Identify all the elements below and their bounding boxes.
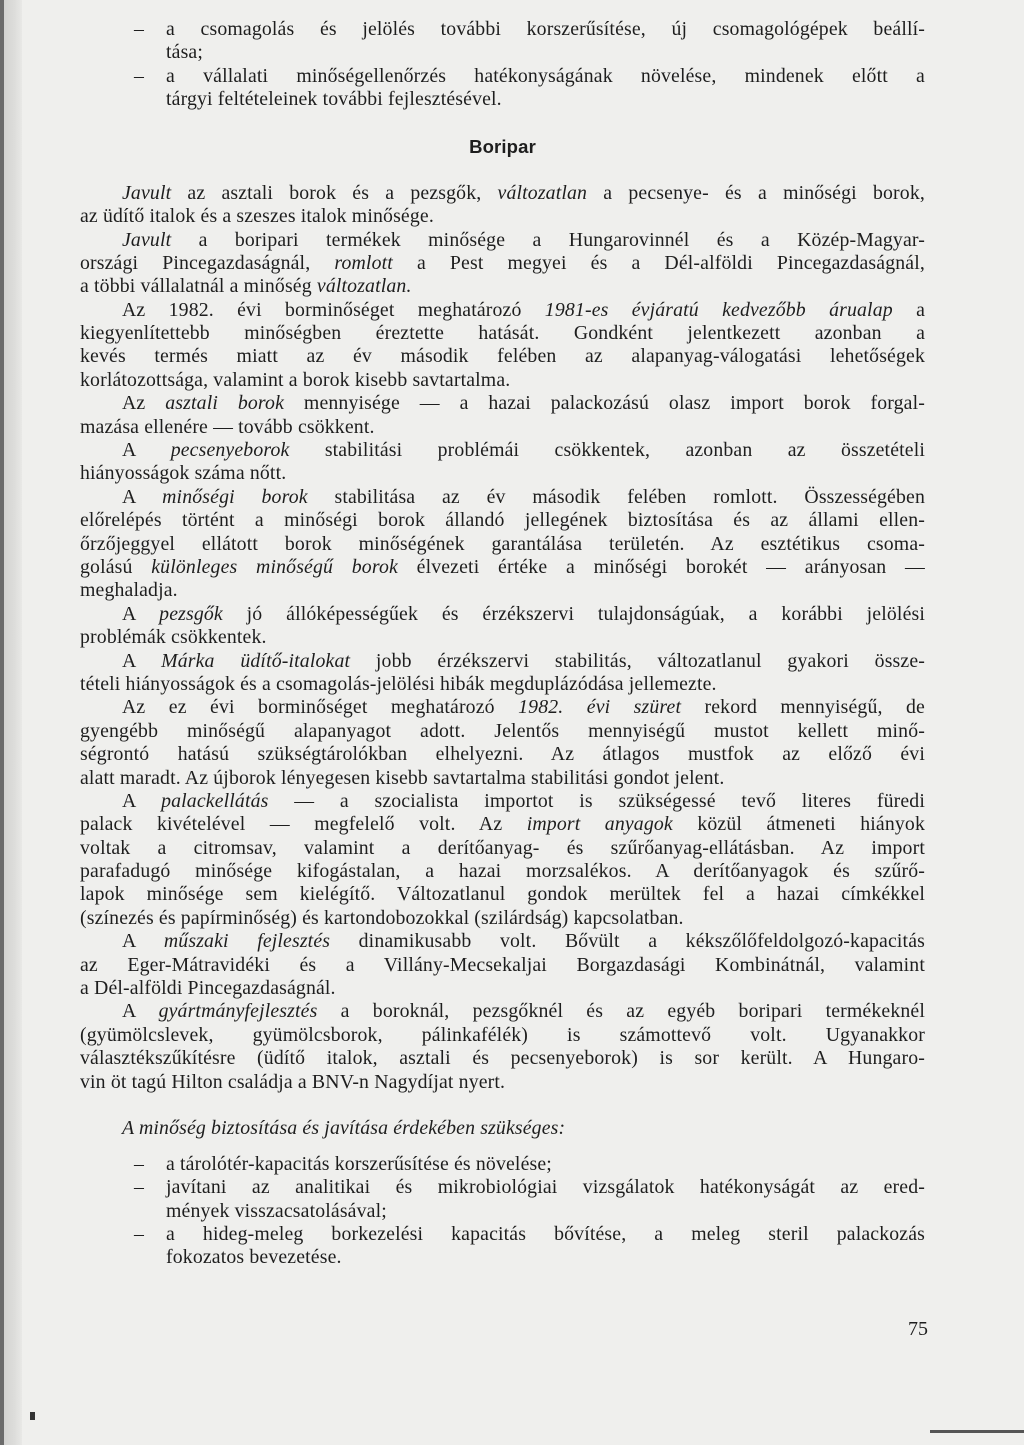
- page-binding-shadow: [0, 0, 4, 1445]
- paragraph-line: Az asztali borok mennyisége — a hazai palackozású olasz import borok forgal-: [122, 392, 926, 415]
- paragraph-line: palack kivételével — megfelelő volt. Az import anyagok közül átmeneti hiányok: [80, 813, 925, 836]
- paragraph-line: előrelépés történt a minőségi borok állandó jellegének biztosítása és az állami ellen-: [80, 509, 925, 532]
- section-title: Boripar: [469, 135, 536, 157]
- paragraph-line: A palackellátás — a szocialista importot is szükségessé tevő literes füredi: [122, 789, 925, 812]
- list-item: – a tárolótér-kapacitás korszerűsítése és növelése;: [134, 1152, 552, 1175]
- paragraph-line: A minőségi borok stabilitása az év második felében romlott. Összességében: [122, 485, 925, 508]
- paragraph-line: a Dél-alföldi Pincegazdaságnál.: [80, 977, 336, 1000]
- paragraph-line: mazása ellenére — tovább csökkent.: [80, 415, 375, 438]
- subheading: A minőség biztosítása és javítása érdekében szükséges:: [122, 1117, 566, 1140]
- paragraph-line: alatt maradt. Az újborok lényegesen kisebb savtartalma stabilitási gondot jelent.: [80, 766, 725, 789]
- paragraph-line: parafadugó minősége kifogástalan, a hazai morzsalékos. A derítőanyagok és szűrő-: [80, 860, 925, 883]
- paragraph-line: ségrontó hatású szükségtárolókban elhelyezni. Az átlagos mustfok az előző évi: [80, 743, 925, 766]
- paragraph-line: A pecsenyeborok stabilitási problémái csökkentek, azonban az összetételi: [122, 439, 925, 462]
- paragraph-line: kevés termés miatt az év második felében az alapanyag-válogatási lehetőségek: [80, 345, 925, 368]
- paragraph-line: A műszaki fejlesztés dinamikusabb volt. Bővült a kékszőlőfeldolgozó-kapacitás: [122, 930, 925, 953]
- list-item: – a csomagolás és jelölés további korszerűsítése, új csomagológépek beállí-: [134, 18, 925, 40]
- paragraph-line: választékszűkítésre (üdítő italok, asztali és pecsenyeborok) is sor került. A Hungaro-: [80, 1047, 925, 1070]
- paragraph-line: Javult a boripari termékek minősége a Hungarovinnél és a Közép-Magyar-: [122, 228, 925, 251]
- paragraph-line: Az ez évi borminőséget meghatározó 1982. évi szüret rekord mennyiségű, de: [122, 696, 925, 719]
- paragraph-line: az üdítő italok és a szeszes italok minősége.: [80, 205, 434, 228]
- paragraph-line: tételi hiányosságok és a csomagolás-jelölési hibák megduplázódása jellemezte.: [80, 672, 717, 695]
- list-item-continuation: tása;: [166, 41, 203, 64]
- page-number: 75: [908, 1318, 928, 1340]
- paragraph-line: őrzőjeggyel ellátott borok minőségének garantálása területén. Az esztétikus csoma-: [80, 532, 925, 555]
- list-item: – a hideg-meleg borkezelési kapacitás bővítése, a meleg steril palackozás: [134, 1222, 925, 1245]
- paragraph-line: Javult az asztali borok és a pezsgők, változatlan a pecsenye- és a minőségi borok,: [122, 181, 925, 204]
- list-item: – javítani az analitikai és mikrobiológiai vizsgálatok hatékonyságát az ered-: [134, 1176, 925, 1199]
- list-item: – a vállalati minőségellenőrzés hatékonyságának növelése, mindenek előtt a: [134, 64, 925, 87]
- page-body: [80, 18, 925, 1270]
- paragraph-line: A pezsgők jó állóképességűek és érzékszervi tulajdonságúak, a korábbi jelölési: [122, 602, 925, 625]
- paragraph-line: A gyártmányfejlesztés a boroknál, pezsgőknél és az egyéb boripari termékeknél: [122, 1000, 925, 1023]
- paragraph-line: az Eger-Mátravidéki és a Villány-Mecsekaljai Borgazdasági Kombinátnál, valamint: [80, 953, 925, 976]
- list-item-continuation: tárgyi feltételeinek további fejlesztésével.: [166, 88, 502, 111]
- margin-mark: [30, 1412, 35, 1420]
- paragraph-line: vin öt tagú Hilton családja a BNV-n Nagydíjat nyert.: [80, 1070, 506, 1093]
- paragraph-line: golású különleges minőségű borok élvezeti értéke a minőségi borokét — arányosan —: [80, 555, 925, 578]
- list-item-continuation: mények visszacsatolásával;: [166, 1199, 387, 1222]
- list-item-continuation: fokozatos bevezetése.: [166, 1246, 342, 1269]
- paragraph-line: (gyümölcslevek, gyümölcsborok, pálinkafélék) is számottevő volt. Ugyanakkor: [80, 1023, 925, 1046]
- paragraph-line: korlátozottsága, valamint a borok kisebb savtartalma.: [80, 368, 511, 391]
- paragraph-line: voltak a citromsav, valamint a derítőanyag- és szűrőanyag-ellátásban. Az import: [80, 836, 925, 859]
- paragraph-line: problémák csökkentek.: [80, 626, 267, 649]
- paragraph-line: meghaladja.: [80, 579, 178, 602]
- paragraph-line: lapok minősége sem kielégítő. Változatlanul gondok merültek fel a hazai címkékkel: [80, 883, 925, 906]
- paragraph-line: gyengébb minőségű alapanyagot adott. Jelentős mennyiségű mustot kellett minő-: [80, 719, 925, 742]
- paragraph-line: A Márka üdítő-italokat jobb érzékszervi stabilitás, változatlanul gyakori össze-: [122, 649, 925, 672]
- paragraph-line: kiegyenlítettebb minőségben éreztette hatását. Gondként jelentkezett azonban a: [80, 322, 925, 345]
- paragraph-line: Az 1982. évi borminőséget meghatározó 1981-es évjáratú kedvezőbb árualap a: [122, 298, 925, 321]
- paragraph-line: (színezés és papírminőség) és kartondobozokkal (szilárdság) kapcsolatban.: [80, 906, 684, 929]
- paragraph-line: országi Pincegazdaságnál, romlott a Pest megyei és a Dél-alföldi Pincegazdaságnál,: [80, 251, 925, 274]
- scan-edge-rule: [930, 1430, 1024, 1433]
- paragraph-line: a többi vállalatnál a minőség változatlan.: [80, 275, 412, 298]
- paragraph-line: hiányosságok száma nőtt.: [80, 462, 287, 485]
